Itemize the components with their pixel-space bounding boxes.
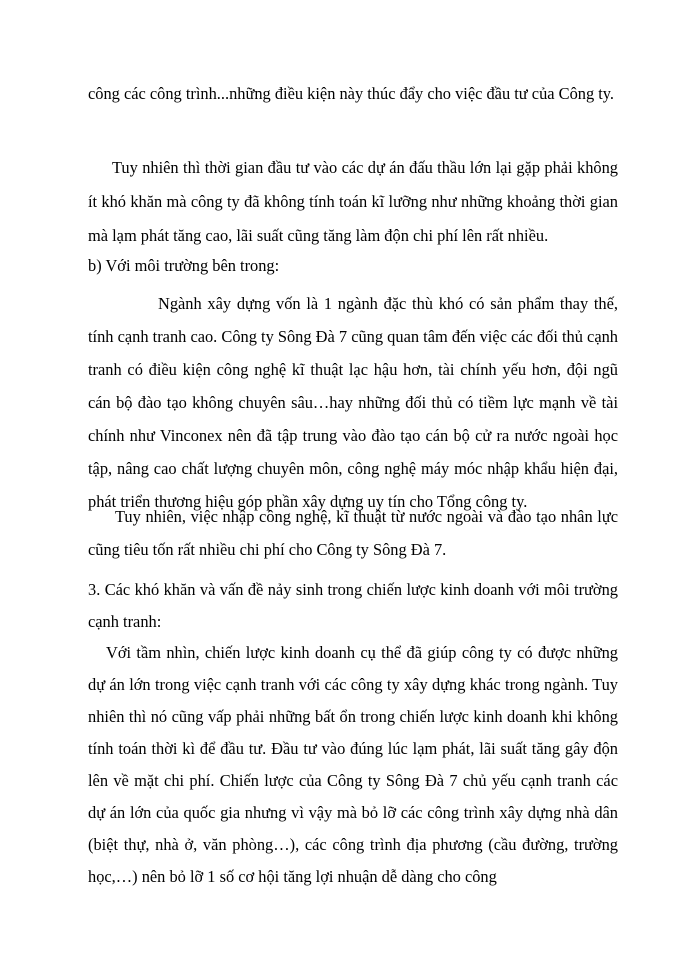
section-heading-difficulties: 3. Các khó khăn và vấn đề nảy sinh trong chiến lược kinh doanh với môi trường cạnh tranh: (88, 580, 618, 631)
paragraph-construction-industry: Ngành xây dựng vốn là 1 ngành đặc thù khó có sản phẩm thay thế, tính cạnh tranh cao. Công ty Sông Đà 7 cũng quan tâm đến việc các đối thủ cạnh tranh có điều kiện công nghệ kĩ thuật lạc hậu hơn, tài chính yếu hơn, đội ngũ cán bộ đào tạo không chuyên sâu…hay những đối thủ có tiềm lực mạnh về tài chính như Vinconex nên đã tập trung vào đào tạo cán bộ cử ra nước ngoài học tập, nâng cao chất lượng chuyên môn, công nghệ máy móc nhập khẩu hiện đại, phát triển thương hiệu góp phần xây dựng uy tín cho Tổng công ty. (88, 294, 618, 511)
paragraph-investment-difficulties: Tuy nhiên thì thời gian đầu tư vào các dự án đấu thầu lớn lại gặp phải không ít khó khăn mà công ty đã không tính toán kĩ lưỡng như những khoảng thời gian mà lạm phát tăng cao, lãi suất cũng tăng làm độn chi phí lên rất nhiều. (88, 158, 618, 245)
section-heading-internal-environment: b) Với môi trường bên trong: (88, 256, 280, 275)
paragraph-technology-costs: Tuy nhiên, việc nhập công nghệ, kĩ thuật từ nước ngoài và đào tạo nhân lực cũng tiêu tốn rất nhiều chi phí cho Công ty Sông Đà 7. (88, 507, 618, 559)
paragraph-continuation: công các công trình...những điều kiện này thúc đẩy cho việc đầu tư của Công ty. (88, 84, 615, 103)
paragraph-business-strategy: Với tầm nhìn, chiến lược kinh doanh cụ thể đã giúp công ty có được những dự án lớn trong việc cạnh tranh với các công ty xây dựng khác trong ngành. Tuy nhiên thì nó cũng vấp phải những bất ổn trong chiến lược kinh doanh khi không tính toán thời kì để đầu tư. Đầu tư vào đúng lúc lạm phát, lãi suất tăng gây độn lên về mặt chi phí. Chiến lược của Công ty Sông Đà 7 chủ yếu cạnh tranh các dự án lớn của quốc gia nhưng vì vậy mà bỏ lỡ các công trình xây dựng nhà dân (biệt thự, nhà ở, văn phòng…), các công trình địa phương (cầu đường, trường học,…) nên bỏ lỡ 1 số cơ hội tăng lợi nhuận dễ dàng cho công (88, 643, 618, 886)
